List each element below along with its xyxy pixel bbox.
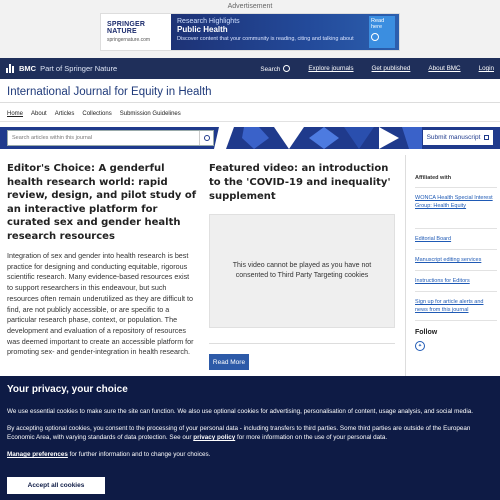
cookie-paragraph-3: Manage preferences for further information and to change your choices. [7,451,211,458]
ad-headline: Public Health [177,25,228,34]
cookie-paragraph-1: We use essential cookies to make sure the site can function. We also use optional cookies for advertising, personalisation of content, usage analysis, and social media. [7,408,473,415]
sidebar-divider [405,155,406,380]
ad-brand-url: springernature.com [107,37,151,43]
sidebar-link-article-alerts[interactable]: Sign up for article alerts and news from this journal [415,299,484,313]
journal-nav-collections[interactable]: Collections [82,111,112,117]
ad-label: Advertisement [227,3,273,10]
nav-get-published[interactable]: Get published [371,65,411,72]
top-navigation [0,58,500,79]
nav-about-bmc[interactable]: About BMC [428,65,461,72]
divider [0,121,500,122]
affiliated-label: Affiliated with [415,175,452,181]
sidebar-link-manuscript-editing[interactable]: Manuscript editing services [415,257,482,263]
ad-read-label: Read here [371,18,385,30]
sidebar-link-editorial-board[interactable]: Editorial Board [415,236,452,242]
manage-preferences-link[interactable]: Manage preferences [7,451,68,458]
divider [209,343,395,344]
featured-video-section [209,162,395,370]
logo-subtitle: Part of Springer Nature [40,64,118,73]
bmc-bars-icon [6,64,16,73]
nav-login[interactable]: Login [478,65,494,72]
ad-brand: SPRINGER NATURE [107,21,146,35]
divider [415,249,497,250]
journal-nav-home[interactable]: Home [7,111,24,117]
journal-nav-about[interactable]: About [31,111,47,117]
sidebar-link-instructions-editors[interactable]: Instructions for Editors [415,278,470,284]
search-icon [204,135,210,141]
ad-subtext: Discover content that your community is reading, citing and talking about [177,36,354,42]
advertisement-area [0,0,500,58]
video-placeholder: This video cannot be played as you have not consented to Third Party Targeting cookies [209,214,395,328]
submit-manuscript-label: Submit manuscript [426,134,481,141]
divider [415,187,497,188]
affiliated-link[interactable]: WONCA Health Special Interest Group: Health Equity [415,195,493,209]
editors-choice-section [7,162,197,358]
privacy-policy-link[interactable]: privacy policy [193,434,236,441]
accept-all-cookies-button[interactable]: Accept all cookies [7,477,105,494]
arrow-circle-icon [371,33,379,41]
divider [415,291,497,292]
editors-choice-heading[interactable]: Editor's Choice: A genderful health research world: rapid review, design, and pilot study of an interactive platform for curated sex and gender health research resources [7,163,197,242]
divider [415,270,497,271]
external-link-icon [484,135,489,140]
search-input[interactable]: Search articles within this journal [12,135,93,141]
logo-text: BMC [19,64,37,73]
bmc-logo[interactable] [6,64,117,73]
journal-search-box [7,130,214,146]
journal-nav-submission-guidelines[interactable]: Submission Guidelines [119,111,181,117]
divider [415,228,497,229]
cookie-paragraph-2: By accepting optional cookies, you consent to the processing of your personal data - including transfers to third parties. Some third parties are outside of the European Economic Area, with varying standards of data protection. See our privacy policy for more information on the use of your personal data. [7,425,471,441]
decorative-pattern [214,127,422,149]
submit-manuscript-button[interactable] [422,129,494,146]
search-button[interactable] [199,131,213,145]
cookie-title: Your privacy, your choice [7,384,128,395]
ad-banner[interactable] [100,13,400,51]
divider [0,102,500,103]
journal-title[interactable]: International Journal for Equity in Health [7,86,212,98]
sidebar [415,175,497,351]
divider [415,320,497,321]
ad-tagline: Research Highlights [177,18,240,25]
nav-explore-journals[interactable]: Explore journals [308,65,354,72]
journal-nav-articles[interactable]: Articles [54,111,75,117]
search-link[interactable]: Search [260,65,290,73]
featured-video-heading: Featured video: an introduction to the 'COVID-19 and inequality' supplement [209,163,391,202]
read-more-button[interactable]: Read More [209,354,249,370]
search-band [0,127,500,149]
search-icon [283,65,290,72]
cookie-banner [0,376,500,500]
journal-nav [7,111,189,117]
follow-heading: Follow [415,329,438,336]
twitter-icon[interactable]: ✦ [415,341,425,351]
editors-choice-body: Integration of sex and gender into health research is best practice for designing and conducting equitable, rigorous scientific research. Many evidence-based resources exist to support researchers in this endeavour, but such resources often remain underutilized as they are difficult to find, are not publicly accessible, or are specific to a particular research phase, context, or population. The development and evaluation of a repository of resources was deemed important to create an accessible platform for promoting sex- and gender-integration in health research. [7,251,194,357]
ad-read-here-button[interactable] [369,16,395,48]
